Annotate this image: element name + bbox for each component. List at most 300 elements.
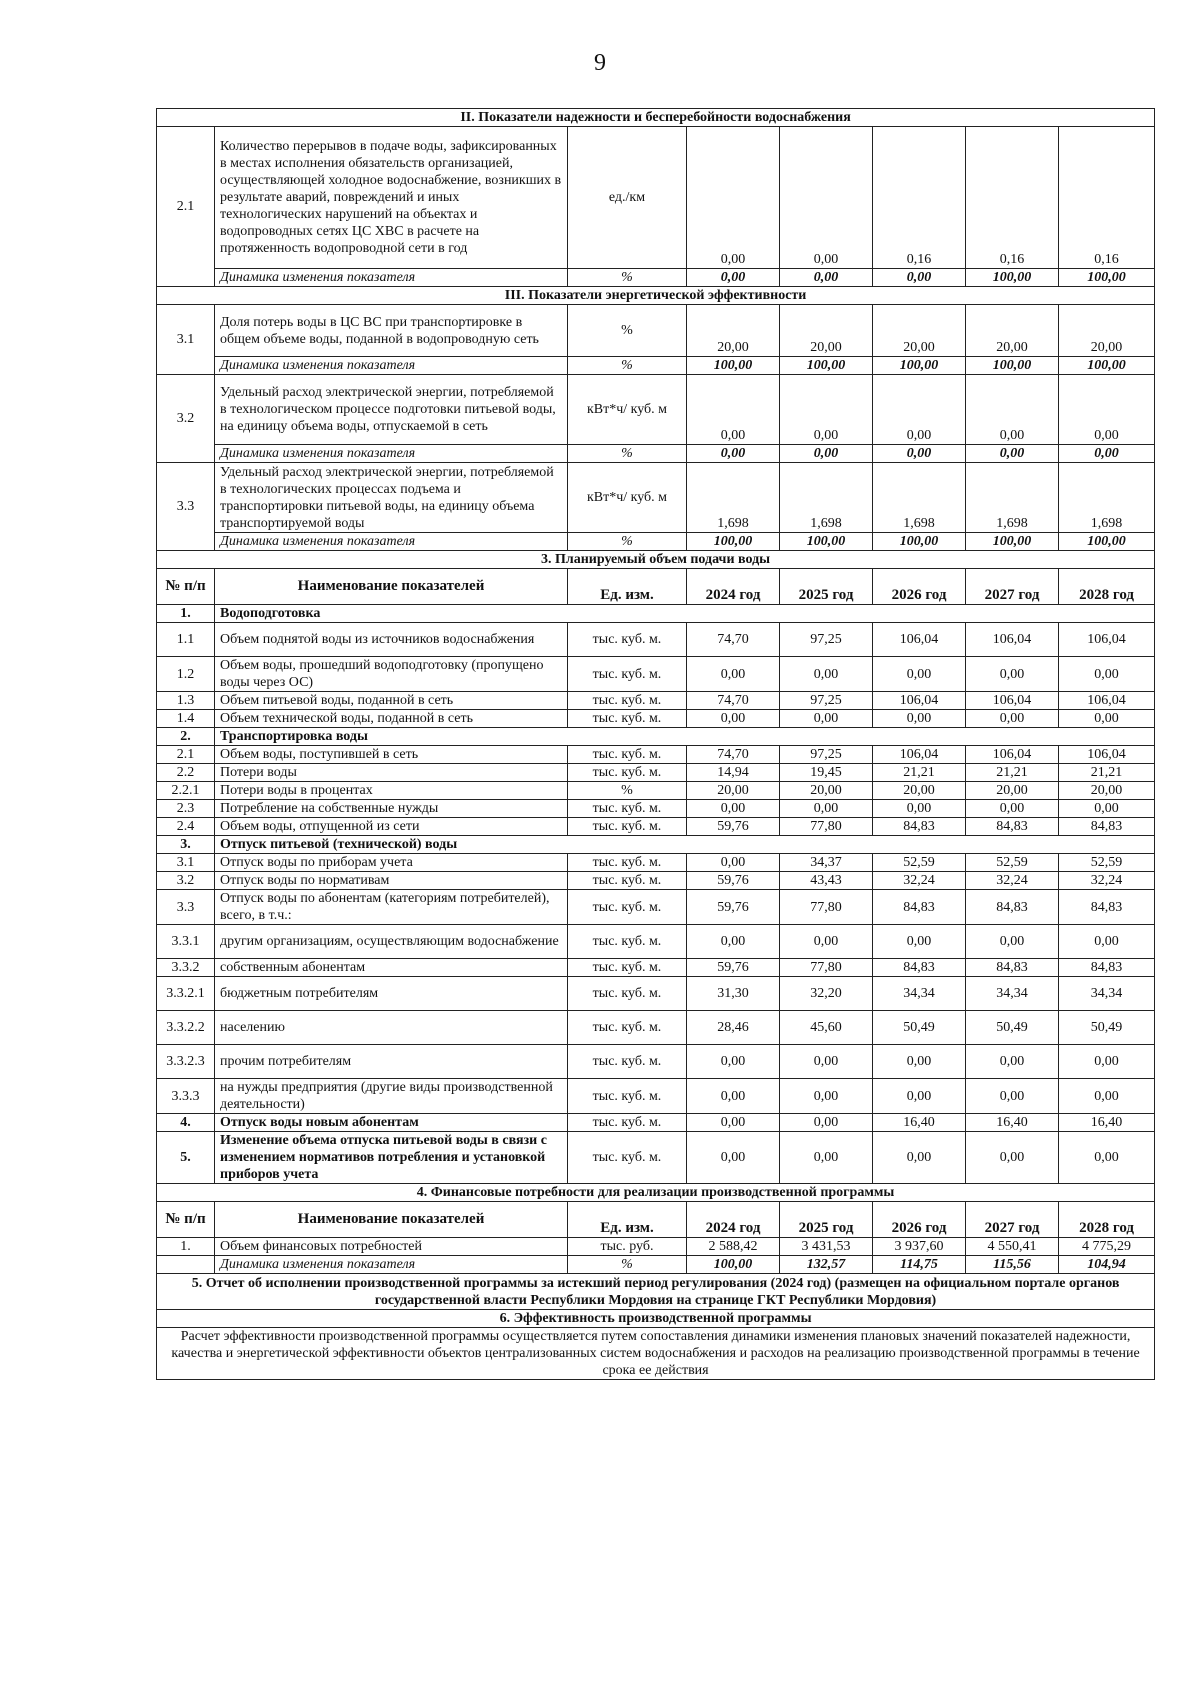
row-number: 3.3.2.1 <box>157 977 215 1011</box>
value-cell: 34,34 <box>966 977 1059 1011</box>
value-cell: 100,00 <box>687 357 780 375</box>
unit-cell: % <box>568 782 687 800</box>
value-cell: 100,00 <box>873 357 966 375</box>
value-cell: 0,00 <box>966 925 1059 959</box>
data-row <box>157 746 1155 764</box>
value-cell: 32,24 <box>1059 872 1155 890</box>
unit-cell: тыс. куб. м. <box>568 890 687 925</box>
value-cell: 0,00 <box>687 800 780 818</box>
value-cell: 50,49 <box>873 1011 966 1045</box>
unit-cell: тыс. куб. м. <box>568 977 687 1011</box>
value-cell: 0,00 <box>687 127 780 269</box>
value-cell: 2 588,42 <box>687 1238 780 1256</box>
unit-cell: тыс. куб. м. <box>568 1114 687 1132</box>
data-row <box>157 977 1155 1011</box>
row-number: 3.3 <box>157 463 215 551</box>
indicator-name: Объем технической воды, поданной в сеть <box>215 710 568 728</box>
row-number: 2.1 <box>157 746 215 764</box>
value-cell: 0,00 <box>873 710 966 728</box>
value-cell: 0,00 <box>780 445 873 463</box>
value-cell: 0,00 <box>873 800 966 818</box>
value-cell: 0,16 <box>966 127 1059 269</box>
indicator-name: Объем воды, прошедший водоподготовку (пропущено воды через ОС) <box>215 657 568 692</box>
value-cell: 0,00 <box>687 854 780 872</box>
row-number: 1.4 <box>157 710 215 728</box>
value-cell: 97,25 <box>780 692 873 710</box>
value-cell: 14,94 <box>687 764 780 782</box>
column-header-row <box>157 1202 1155 1238</box>
value-cell: 0,00 <box>1059 925 1155 959</box>
value-cell: 20,00 <box>873 305 966 357</box>
value-cell: 20,00 <box>687 305 780 357</box>
value-cell: 20,00 <box>1059 782 1155 800</box>
dynamics-label: Динамика изменения показателя <box>215 445 568 463</box>
value-cell: 100,00 <box>687 533 780 551</box>
value-cell: 0,00 <box>966 657 1059 692</box>
value-cell: 74,70 <box>687 623 780 657</box>
report-row <box>157 1274 1155 1310</box>
value-cell: 0,00 <box>1059 375 1155 445</box>
group-name: Водоподготовка <box>215 605 1155 623</box>
value-cell: 106,04 <box>873 746 966 764</box>
value-cell: 16,40 <box>966 1114 1059 1132</box>
indicator-name: прочим потребителям <box>215 1045 568 1079</box>
unit-cell: тыс. куб. м. <box>568 764 687 782</box>
row-number: 2.2.1 <box>157 782 215 800</box>
header-year: 2025 год <box>780 569 873 605</box>
value-cell: 100,00 <box>1059 357 1155 375</box>
section-efficiency-title-text: 6. Эффективность производственной программы <box>157 1310 1155 1328</box>
value-cell: 0,00 <box>873 1079 966 1114</box>
header-year: 2027 год <box>966 569 1059 605</box>
value-cell: 20,00 <box>873 782 966 800</box>
data-row <box>157 959 1155 977</box>
value-cell: 16,40 <box>873 1114 966 1132</box>
value-cell: 74,70 <box>687 746 780 764</box>
value-cell: 0,00 <box>780 127 873 269</box>
unit-cell: % <box>568 1256 687 1274</box>
value-cell: 0,00 <box>687 375 780 445</box>
row-number: 5. <box>157 1132 215 1184</box>
header-year: 2028 год <box>1059 1202 1155 1238</box>
row-number: 1.1 <box>157 623 215 657</box>
value-cell: 0,00 <box>780 800 873 818</box>
header-unit: Ед. изм. <box>568 1202 687 1238</box>
value-cell: 0,00 <box>1059 800 1155 818</box>
section-reliability-title <box>157 109 1155 127</box>
row-number: 3.3.1 <box>157 925 215 959</box>
value-cell: 114,75 <box>873 1256 966 1274</box>
unit-cell: % <box>568 357 687 375</box>
value-cell: 34,37 <box>780 854 873 872</box>
value-cell: 100,00 <box>1059 533 1155 551</box>
data-row <box>157 657 1155 692</box>
row-number: 3.3.3 <box>157 1079 215 1114</box>
indicator-name: Потери воды <box>215 764 568 782</box>
unit-cell: кВт*ч/ куб. м <box>568 375 687 445</box>
value-cell: 97,25 <box>780 746 873 764</box>
unit-cell: тыс. куб. м. <box>568 925 687 959</box>
dynamics-row <box>157 269 1155 287</box>
value-cell: 52,59 <box>1059 854 1155 872</box>
header-name: Наименование показателей <box>215 569 568 605</box>
indicator-name: собственным абонентам <box>215 959 568 977</box>
dynamics-row <box>157 445 1155 463</box>
section-finance-title <box>157 1184 1155 1202</box>
value-cell: 1,698 <box>966 463 1059 533</box>
section-volume-title <box>157 551 1155 569</box>
dynamics-row <box>157 357 1155 375</box>
unit-cell: тыс. куб. м. <box>568 872 687 890</box>
report-text: 5. Отчет об исполнении производственной программы за истекший период регулирования (2024 год) (размещен на официальном портале органов государственной власти Республики Мордовия на странице ГКТ Республики Мордовия) <box>157 1274 1155 1310</box>
indicator-name: Объем поднятой воды из источников водоснабжения <box>215 623 568 657</box>
value-cell: 43,43 <box>780 872 873 890</box>
row-number: 2. <box>157 728 215 746</box>
value-cell: 132,57 <box>780 1256 873 1274</box>
value-cell: 0,16 <box>1059 127 1155 269</box>
data-row <box>157 710 1155 728</box>
value-cell: 0,00 <box>687 1045 780 1079</box>
header-number: № п/п <box>157 569 215 605</box>
value-cell: 74,70 <box>687 692 780 710</box>
row-number <box>157 1256 215 1274</box>
value-cell: 20,00 <box>780 782 873 800</box>
value-cell: 106,04 <box>873 692 966 710</box>
value-cell: 106,04 <box>966 746 1059 764</box>
data-row <box>157 782 1155 800</box>
indicator-row <box>157 375 1155 445</box>
row-number: 2.4 <box>157 818 215 836</box>
value-cell: 0,16 <box>873 127 966 269</box>
value-cell: 84,83 <box>966 959 1059 977</box>
header-year: 2024 год <box>687 1202 780 1238</box>
value-cell: 84,83 <box>873 890 966 925</box>
header-year: 2026 год <box>873 569 966 605</box>
indicator-name: Отпуск воды по приборам учета <box>215 854 568 872</box>
data-row <box>157 890 1155 925</box>
value-cell: 0,00 <box>873 657 966 692</box>
value-cell: 100,00 <box>966 357 1059 375</box>
unit-cell: тыс. куб. м. <box>568 800 687 818</box>
value-cell: 1,698 <box>1059 463 1155 533</box>
data-row <box>157 818 1155 836</box>
column-header-row <box>157 569 1155 605</box>
value-cell: 84,83 <box>873 818 966 836</box>
indicator-name: Объем питьевой воды, поданной в сеть <box>215 692 568 710</box>
value-cell: 59,76 <box>687 818 780 836</box>
indicator-name: Объем воды, отпущенной из сети <box>215 818 568 836</box>
value-cell: 100,00 <box>966 269 1059 287</box>
indicator-name: Количество перерывов в подаче воды, зафиксированных в местах исполнения обязательств организацией, осуществляющей холодное водоснабжение, возникших в результате аварий, повреждений и иных технологических нарушений на объектах и водопроводных сетях ЦС ХВС в расчете на протяженность водопроводной сети в год <box>215 127 568 269</box>
unit-cell: тыс. руб. <box>568 1238 687 1256</box>
row-number: 3.3.2.3 <box>157 1045 215 1079</box>
data-row <box>157 692 1155 710</box>
indicator-name: на нужды предприятия (другие виды производственной деятельности) <box>215 1079 568 1114</box>
value-cell: 0,00 <box>780 375 873 445</box>
section-finance-title-text: 4. Финансовые потребности для реализации производственной программы <box>157 1184 1155 1202</box>
dynamics-row <box>157 533 1155 551</box>
dynamics-row <box>157 1256 1155 1274</box>
unit-cell: % <box>568 305 687 357</box>
indicator-name: бюджетным потребителям <box>215 977 568 1011</box>
value-cell: 1,698 <box>873 463 966 533</box>
unit-cell: тыс. куб. м. <box>568 710 687 728</box>
row-number: 1. <box>157 605 215 623</box>
value-cell: 19,45 <box>780 764 873 782</box>
value-cell: 84,83 <box>873 959 966 977</box>
data-row <box>157 1011 1155 1045</box>
value-cell: 84,83 <box>966 890 1059 925</box>
value-cell: 32,20 <box>780 977 873 1011</box>
data-row <box>157 1238 1155 1256</box>
row-number: 2.3 <box>157 800 215 818</box>
indicator-name: Удельный расход электрической энергии, потребляемой в технологических процессах подъема и транспортировки питьевой воды, на единицу объема транспортируемой воды <box>215 463 568 533</box>
value-cell: 32,24 <box>873 872 966 890</box>
data-row <box>157 854 1155 872</box>
unit-cell: тыс. куб. м. <box>568 746 687 764</box>
value-cell: 3 937,60 <box>873 1238 966 1256</box>
indicator-name: Отпуск воды по нормативам <box>215 872 568 890</box>
value-cell: 77,80 <box>780 890 873 925</box>
indicator-row <box>157 463 1155 533</box>
value-cell: 104,94 <box>1059 1256 1155 1274</box>
row-number: 3. <box>157 836 215 854</box>
value-cell: 77,80 <box>780 818 873 836</box>
value-cell: 84,83 <box>1059 818 1155 836</box>
indicator-name: Удельный расход электрической энергии, потребляемой в технологическом процессе подготовки питьевой воды, на единицу объема воды, отпускаемой в сеть <box>215 375 568 445</box>
value-cell: 21,21 <box>873 764 966 782</box>
value-cell: 97,25 <box>780 623 873 657</box>
value-cell: 0,00 <box>966 800 1059 818</box>
value-cell: 52,59 <box>873 854 966 872</box>
value-cell: 0,00 <box>780 1114 873 1132</box>
row-number: 1.2 <box>157 657 215 692</box>
header-number: № п/п <box>157 1202 215 1238</box>
value-cell: 16,40 <box>1059 1114 1155 1132</box>
unit-cell: тыс. куб. м. <box>568 854 687 872</box>
value-cell: 21,21 <box>1059 764 1155 782</box>
dynamics-label: Динамика изменения показателя <box>215 269 568 287</box>
data-row <box>157 872 1155 890</box>
value-cell: 0,00 <box>687 269 780 287</box>
value-cell: 0,00 <box>780 1132 873 1184</box>
value-cell: 84,83 <box>966 818 1059 836</box>
row-number: 3.3.2 <box>157 959 215 977</box>
value-cell: 0,00 <box>687 710 780 728</box>
row-number: 1.3 <box>157 692 215 710</box>
indicators-table <box>156 108 1155 1380</box>
dynamics-label: Динамика изменения показателя <box>215 533 568 551</box>
indicator-name: населению <box>215 1011 568 1045</box>
unit-cell: тыс. куб. м. <box>568 657 687 692</box>
value-cell: 20,00 <box>687 782 780 800</box>
efficiency-row <box>157 1328 1155 1380</box>
header-year: 2027 год <box>966 1202 1059 1238</box>
data-row <box>157 1132 1155 1184</box>
section-efficiency-title <box>157 1310 1155 1328</box>
data-row <box>157 800 1155 818</box>
indicator-name: другим организациям, осуществляющим водоснабжение <box>215 925 568 959</box>
value-cell: 100,00 <box>780 533 873 551</box>
row-number: 2.2 <box>157 764 215 782</box>
dynamics-label: Динамика изменения показателя <box>215 357 568 375</box>
value-cell: 4 775,29 <box>1059 1238 1155 1256</box>
row-number: 3.3.2.2 <box>157 1011 215 1045</box>
row-number: 3.1 <box>157 854 215 872</box>
value-cell: 100,00 <box>780 357 873 375</box>
section-volume-title-text: 3. Планируемый объем подачи воды <box>157 551 1155 569</box>
value-cell: 0,00 <box>1059 1045 1155 1079</box>
value-cell: 0,00 <box>687 925 780 959</box>
value-cell: 100,00 <box>873 533 966 551</box>
value-cell: 50,49 <box>966 1011 1059 1045</box>
indicator-name: Объем воды, поступившей в сеть <box>215 746 568 764</box>
value-cell: 0,00 <box>966 445 1059 463</box>
value-cell: 0,00 <box>687 1079 780 1114</box>
value-cell: 106,04 <box>1059 623 1155 657</box>
unit-cell: тыс. куб. м. <box>568 1132 687 1184</box>
value-cell: 106,04 <box>966 692 1059 710</box>
value-cell: 0,00 <box>780 925 873 959</box>
value-cell: 0,00 <box>780 710 873 728</box>
value-cell: 106,04 <box>1059 746 1155 764</box>
indicator-name: Объем финансовых потребностей <box>215 1238 568 1256</box>
unit-cell: ед./км <box>568 127 687 269</box>
page-number: 9 <box>594 50 606 76</box>
value-cell: 3 431,53 <box>780 1238 873 1256</box>
row-number: 3.2 <box>157 872 215 890</box>
value-cell: 0,00 <box>1059 710 1155 728</box>
section-reliability-title-text: II. Показатели надежности и бесперебойности водоснабжения <box>157 109 1155 127</box>
indicator-name: Отпуск воды новым абонентам <box>215 1114 568 1132</box>
data-row <box>157 623 1155 657</box>
value-cell: 0,00 <box>687 1114 780 1132</box>
indicator-name: Изменение объема отпуска питьевой воды в связи с изменением нормативов потребления и установкой приборов учета <box>215 1132 568 1184</box>
value-cell: 106,04 <box>873 623 966 657</box>
data-row <box>157 1079 1155 1114</box>
value-cell: 0,00 <box>873 445 966 463</box>
row-number: 3.2 <box>157 375 215 463</box>
value-cell: 0,00 <box>1059 445 1155 463</box>
value-cell: 32,24 <box>966 872 1059 890</box>
data-row <box>157 1114 1155 1132</box>
value-cell: 0,00 <box>687 445 780 463</box>
unit-cell: % <box>568 445 687 463</box>
value-cell: 84,83 <box>1059 959 1155 977</box>
value-cell: 100,00 <box>1059 269 1155 287</box>
value-cell: 20,00 <box>966 782 1059 800</box>
indicator-row <box>157 305 1155 357</box>
row-number: 2.1 <box>157 127 215 287</box>
section-energy-title-text: III. Показатели энергетической эффективности <box>157 287 1155 305</box>
value-cell: 52,59 <box>966 854 1059 872</box>
value-cell: 0,00 <box>873 1045 966 1079</box>
row-number: 4. <box>157 1114 215 1132</box>
value-cell: 115,56 <box>966 1256 1059 1274</box>
value-cell: 20,00 <box>966 305 1059 357</box>
header-year: 2028 год <box>1059 569 1155 605</box>
value-cell: 59,76 <box>687 890 780 925</box>
header-year: 2025 год <box>780 1202 873 1238</box>
value-cell: 4 550,41 <box>966 1238 1059 1256</box>
value-cell: 0,00 <box>687 657 780 692</box>
value-cell: 106,04 <box>1059 692 1155 710</box>
value-cell: 20,00 <box>1059 305 1155 357</box>
value-cell: 0,00 <box>873 269 966 287</box>
row-number: 3.3 <box>157 890 215 925</box>
indicator-row <box>157 127 1155 269</box>
indicator-name: Потребление на собственные нужды <box>215 800 568 818</box>
value-cell: 1,698 <box>780 463 873 533</box>
unit-cell: тыс. куб. м. <box>568 959 687 977</box>
section-energy-title <box>157 287 1155 305</box>
value-cell: 0,00 <box>1059 657 1155 692</box>
indicator-name: Потери воды в процентах <box>215 782 568 800</box>
unit-cell: тыс. куб. м. <box>568 1079 687 1114</box>
value-cell: 34,34 <box>873 977 966 1011</box>
group-row <box>157 728 1155 746</box>
value-cell: 0,00 <box>966 710 1059 728</box>
value-cell: 0,00 <box>780 269 873 287</box>
value-cell: 20,00 <box>780 305 873 357</box>
unit-cell: тыс. куб. м. <box>568 692 687 710</box>
value-cell: 50,49 <box>1059 1011 1155 1045</box>
group-name: Транспортировка воды <box>215 728 1155 746</box>
value-cell: 77,80 <box>780 959 873 977</box>
value-cell: 0,00 <box>873 375 966 445</box>
data-row <box>157 764 1155 782</box>
value-cell: 59,76 <box>687 959 780 977</box>
value-cell: 0,00 <box>780 1045 873 1079</box>
value-cell: 28,46 <box>687 1011 780 1045</box>
unit-cell: тыс. куб. м. <box>568 1011 687 1045</box>
value-cell: 0,00 <box>966 1045 1059 1079</box>
indicator-name: Отпуск воды по абонентам (категориям потребителей), всего, в т.ч.: <box>215 890 568 925</box>
value-cell: 0,00 <box>873 1132 966 1184</box>
indicator-name: Доля потерь воды в ЦС ВС при транспортировке в общем объеме воды, поданной в водопроводную сеть <box>215 305 568 357</box>
value-cell: 59,76 <box>687 872 780 890</box>
group-name: Отпуск питьевой (технической) воды <box>215 836 1155 854</box>
table-body <box>157 109 1155 1380</box>
unit-cell: тыс. куб. м. <box>568 1045 687 1079</box>
value-cell: 100,00 <box>966 533 1059 551</box>
value-cell: 0,00 <box>780 1079 873 1114</box>
unit-cell: тыс. куб. м. <box>568 623 687 657</box>
value-cell: 0,00 <box>687 1132 780 1184</box>
value-cell: 0,00 <box>1059 1132 1155 1184</box>
row-number: 1. <box>157 1238 215 1256</box>
value-cell: 0,00 <box>1059 1079 1155 1114</box>
value-cell: 0,00 <box>780 657 873 692</box>
value-cell: 31,30 <box>687 977 780 1011</box>
value-cell: 100,00 <box>687 1256 780 1274</box>
value-cell: 1,698 <box>687 463 780 533</box>
value-cell: 21,21 <box>966 764 1059 782</box>
header-name: Наименование показателей <box>215 1202 568 1238</box>
group-row <box>157 605 1155 623</box>
value-cell: 0,00 <box>873 925 966 959</box>
efficiency-text: Расчет эффективности производственной программы осуществляется путем сопоставления динамики изменения плановых значений показателей надежности, качества и энергетической эффективности объектов централизованных систем водоснабжения и расходов на реализацию производственной программы в течение срока ее действия <box>157 1328 1155 1380</box>
dynamics-label: Динамика изменения показателя <box>215 1256 568 1274</box>
header-unit: Ед. изм. <box>568 569 687 605</box>
unit-cell: % <box>568 533 687 551</box>
value-cell: 106,04 <box>966 623 1059 657</box>
value-cell: 0,00 <box>966 1079 1059 1114</box>
value-cell: 0,00 <box>966 1132 1059 1184</box>
unit-cell: кВт*ч/ куб. м <box>568 463 687 533</box>
unit-cell: тыс. куб. м. <box>568 818 687 836</box>
value-cell: 45,60 <box>780 1011 873 1045</box>
